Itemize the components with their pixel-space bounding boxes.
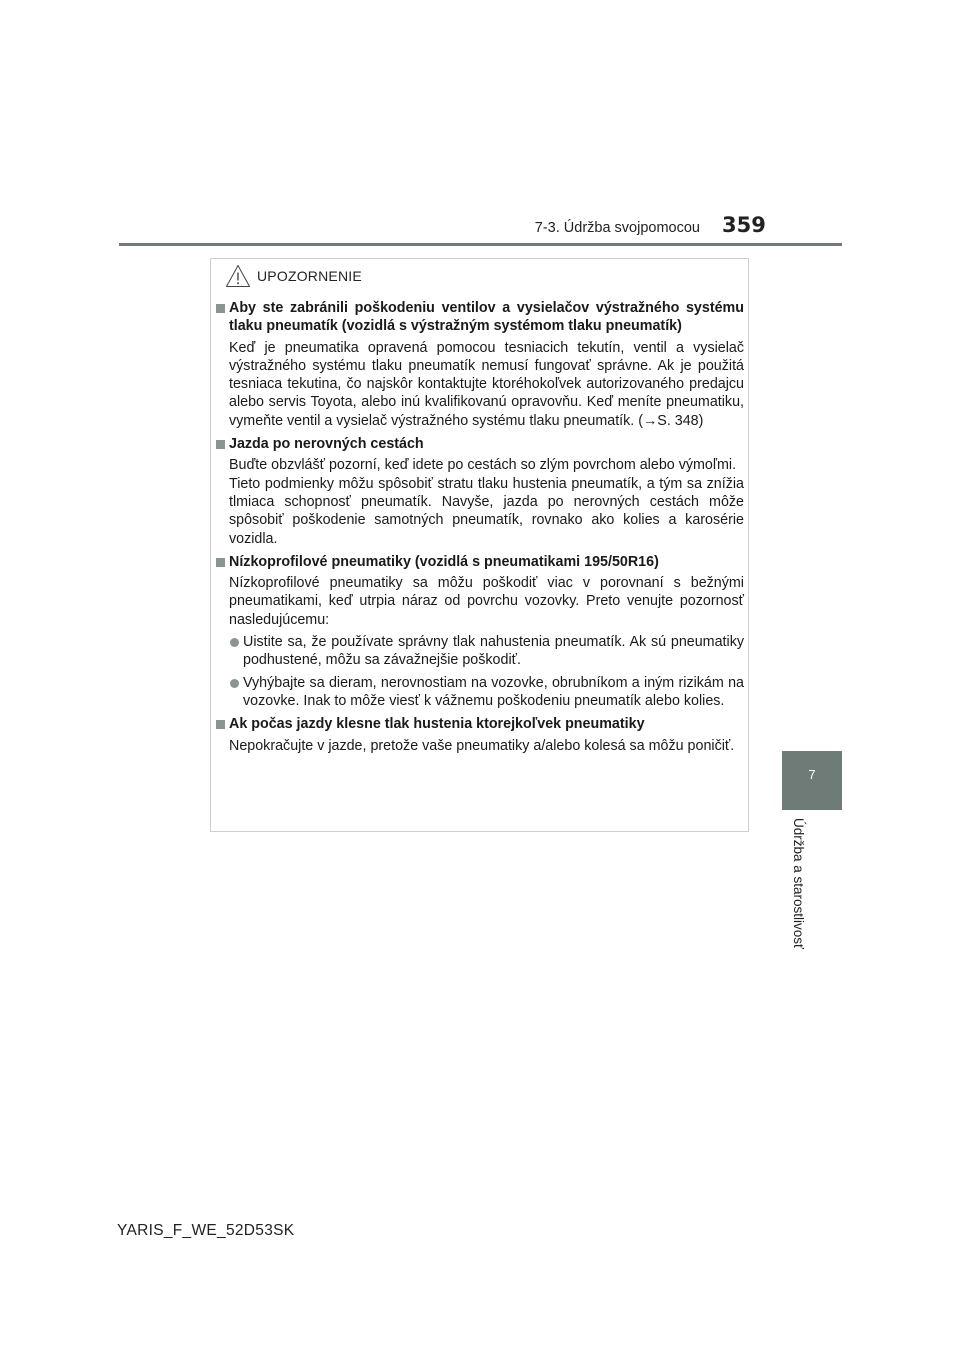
square-bullet-icon — [216, 304, 225, 313]
paragraph: Keď je pneumatika opravená pomocou tesniacich tekutín, ventil a vysielač výstražného systému tlaku pneumatík nemusí fungovať správne. Ak je použitá tesniaca tekutina, čo najskôr kontaktujte ktoréhokoľvek autorizovaného predajcu alebo servis Toyota, alebo inú kvalifikovanú opravovňu. Keď meníte pneumatiku, vymeňte ventil a vysielač výstražného systému tlaku pneumatík. (→S. 348) — [229, 339, 744, 429]
paragraph: Tieto podmienky môžu spôsobiť stratu tlaku hustenia pneumatík, a tým sa znížia tlmiaca schopnosť pneumatík. Navyše, jazda po nerovných cestách môže spôsobiť poškodenie samotných pneumatík, rovnako ako kolies a karosérie vozidla. — [229, 475, 744, 547]
section-body — [216, 737, 744, 755]
chapter-label-text: Údržba a starostlivosť — [791, 818, 806, 950]
section-heading — [216, 299, 744, 336]
warning-content — [216, 299, 744, 760]
warning-section — [216, 553, 744, 710]
paragraph: Nepokračujte v jazde, pretože vaše pneumatiky a/alebo kolesá sa môžu poničiť. — [229, 737, 735, 754]
section-heading-text: Aby ste zabránili poškodeniu ventilov a vysielačov výstražného systému tlaku pneumatík (vozidlá s výstražným systémom tlaku pneumatík) — [229, 300, 744, 335]
list-item-text: Uistite sa, že používate správny tlak nahustenia pneumatík. Ak sú pneumatiky podhustené, môžu sa závažnejšie poškodiť. — [243, 634, 744, 669]
document-code: YARIS_F_WE_52D53SK — [117, 1222, 295, 1239]
section-body — [216, 456, 744, 547]
paragraph: Nízkoprofilové pneumatiky sa môžu poškodiť viac v porovnaní s bežnými pneumatikami, keď utrpia náraz od povrchu vozovky. Preto venujte pozornosť nasledujúcemu: — [229, 575, 744, 628]
list-item — [216, 633, 744, 670]
list-item-text: Vyhýbajte sa dieram, nerovnostiam na vozovke, obrubníkom a iným rizikám na vozovke. Inak to môže viesť k vážnemu poškodeniu pneumatík alebo kolies. — [243, 674, 744, 709]
warning-section — [216, 435, 744, 548]
circle-bullet-icon — [230, 679, 239, 688]
square-bullet-icon — [216, 720, 225, 729]
warning-triangle-icon — [225, 264, 251, 288]
circle-bullet-icon — [230, 638, 239, 647]
section-heading — [216, 435, 744, 453]
warning-section — [216, 299, 744, 430]
chapter-tab[interactable] — [782, 751, 842, 810]
section-heading — [216, 553, 744, 571]
section-title: 7-3. Údržba svojpomocou — [534, 220, 700, 236]
header-divider — [119, 243, 842, 246]
section-body — [216, 339, 744, 430]
warning-header — [225, 262, 362, 290]
section-heading-text: Nízkoprofilové pneumatiky (vozidlá s pneumatikami 195/50R16) — [229, 553, 659, 570]
warning-section — [216, 715, 744, 755]
paragraph: Buďte obzvlášť pozorní, keď idete po cestách so zlým povrchom alebo výmoľmi. — [229, 457, 737, 474]
warning-title: UPOZORNENIE — [257, 268, 362, 284]
chapter-label — [786, 818, 806, 968]
section-heading — [216, 715, 744, 733]
square-bullet-icon — [216, 440, 225, 449]
square-bullet-icon — [216, 558, 225, 567]
section-heading-text: Ak počas jazdy klesne tlak hustenia ktorejkoľvek pneumatiky — [229, 716, 645, 733]
page-number: 359 — [722, 213, 766, 237]
section-heading-text: Jazda po nerovných cestách — [229, 436, 424, 453]
warning-box — [210, 258, 749, 832]
list-item — [216, 674, 744, 711]
chapter-number: 7 — [808, 767, 816, 782]
section-body — [216, 574, 744, 629]
